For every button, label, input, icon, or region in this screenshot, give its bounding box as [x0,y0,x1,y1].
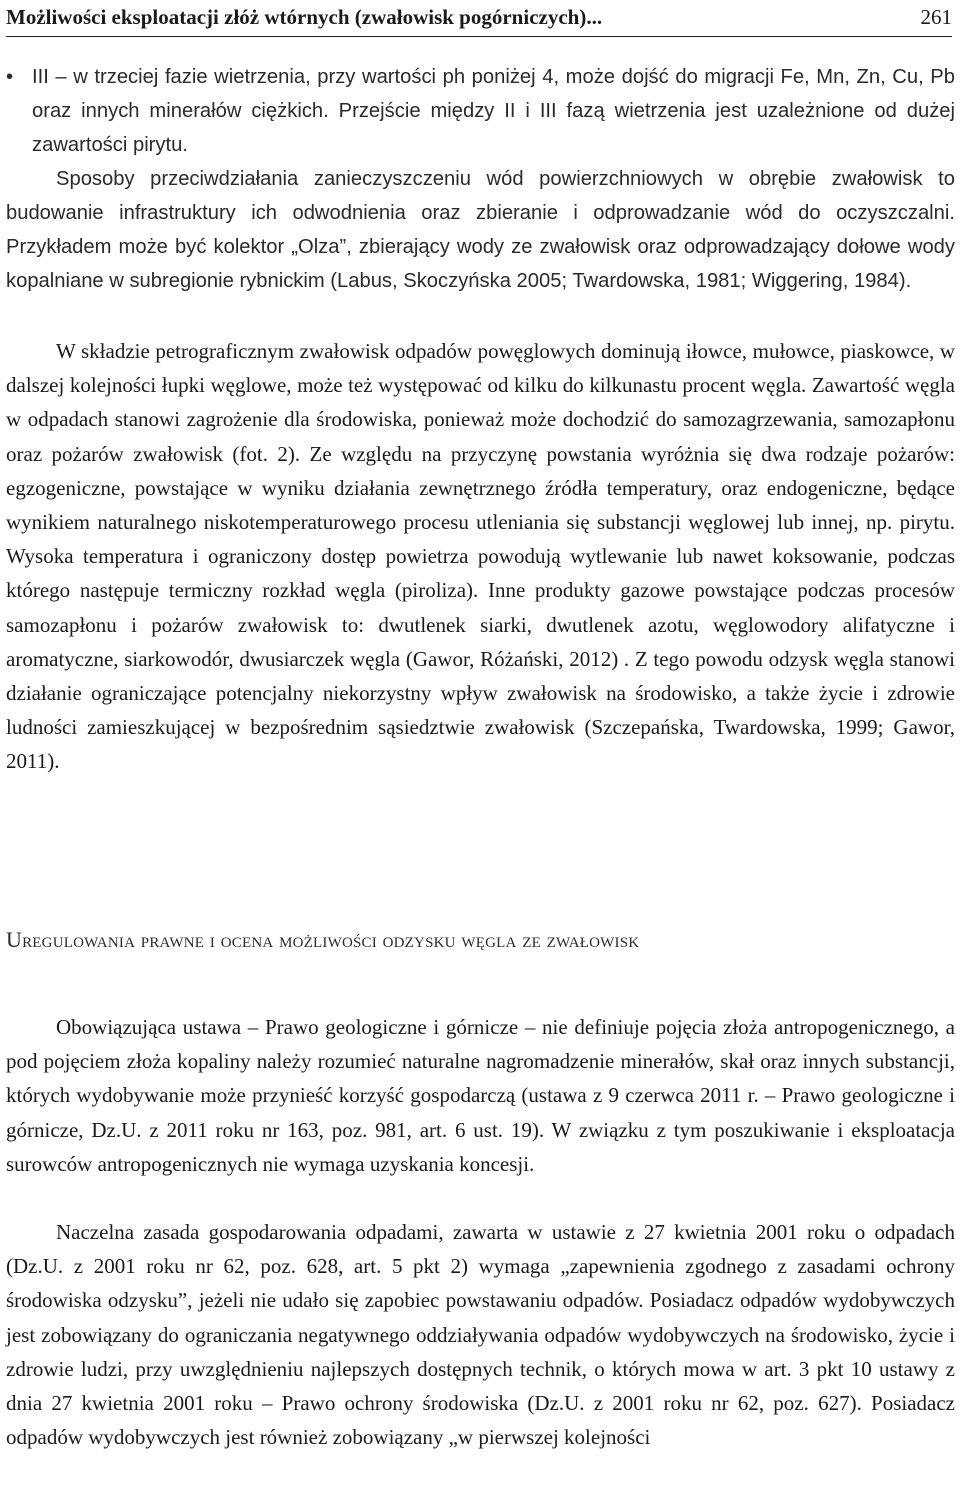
paragraph-text: Sposoby przeciwdziałania zanieczyszczeniu wód powierzchniowych w obrębie zwałowisk to budowanie infrastruktury ich odwodnienia oraz zbieranie i odprowadzanie wód do oczyszczalni. Przykładem może być kolektor „Olza”, zbierający wody ze zwałowisk oraz odprowadzający dołowe wody kopalniane w subregionie rybnickim (Labus, Skoczyńska 2005; Twardowska, 1981; Wiggering, 1984). [6,168,955,292]
bullet-mark: • [6,66,14,88]
running-header [6,2,952,37]
running-header-title: Możliwości eksploatacji złóż wtórnych (zwałowisk pogórniczych)... [6,5,603,29]
paragraph-text: W składzie petrograficznym zwałowisk odpadów powęglowych dominują iłowce, mułowce, piaskowce, w dalszej kolejności łupki węglowe, może też występować od kilku do kilkunastu procent węgla. Zawartość węgla w odpadach stanowi zagrożenie dla środowiska, ponieważ może dochodzić do samozagrzewania, samozapłonu oraz pożarów zwałowisk (fot. 2). Ze względu na przyczynę powstania wyróżnia się dwa rodzaje pożarów: egzogeniczne, powstające w wyniku działania zewnętrznego źródła temperatury, oraz endogeniczne, będące wynikiem naturalnego niskotemperaturowego procesu utleniania się substancji węglowej lub innej, np. pirytu. Wysoka temperatura i ograniczony dostęp powietrza powodują wytlewanie lub nawet koksowanie, podczas którego następuje termiczny rozkład węgla (piroliza). Inne produkty gazowe powstające podczas procesów samozapłonu i pożarów zwałowisk to: dwutlenek siarki, dwutlenek azotu, węglowodory alifatyczne i aromatyczne, siarkowodór, dwusiarczek węgla (Gawor, Różański, 2012) . Z tego powodu odzysk węgla stanowi działanie ograniczające potencjalny niekorzystny wpływ zwałowisk na środowisko, a także życie i zdrowie ludności zamieszkującej w bezpośrednim sąsiedztwie zwałowisk (Szczepańska, Twardowska, 1999; Gawor, 2011). [6,339,955,774]
bullet-text: III – w trzeciej fazie wietrzenia, przy wartości ph poniżej 4, może dojść do migracji Fe, Mn, Zn, Cu, Pb oraz innych minerałów ciężkich. Przejście między II i III fazą wietrzenia jest uzależnione od dużej zawartości pirytu. [32,66,955,156]
paragraph-petrographic-composition [6,334,955,779]
paragraph-text: Obowiązująca ustawa – Prawo geologiczne i górnicze – nie definiuje pojęcia złoża antropogenicznego, a pod pojęciem złoża kopaliny należy rozumieć naturalne nagromadzenie minerałów, skał oraz innych substancji, których wydobywanie może przynieść korzyść gospodarczą (ustawa z 9 czerwca 2011 r. – Prawo geologiczne i górnicze, Dz.U. z 2011 roku nr 163, poz. 981, art. 6 ust. 19). W związku z tym poszukiwanie i eksploatacja surowców antropogenicznych nie wymaga uzyskania koncesji. [6,1015,955,1176]
paragraph-pollution-prevention [6,162,955,298]
paragraph-geological-law [6,1010,955,1181]
bullet-list-item [6,60,955,162]
paragraph-waste-management [6,1215,955,1454]
page-number: 261 [920,5,952,29]
paragraph-text: Naczelna zasada gospodarowania odpadami, zawarta w ustawie z 27 kwietnia 2001 roku o odpadach (Dz.U. z 2001 roku nr 62, poz. 628, art. 5 pkt 2) wymaga „zapewnienia zgodnego z zasadami ochrony środowiska odzysku”, jeżeli nie udało się zapobiec powstawaniu odpadów. Posiadacz odpadów wydobywczych jest zobowiązany do ograniczania negatywnego oddziaływania odpadów wydobywczych na środowisko, życie i zdrowie ludzi, przy uwzględnieniu najlepszych dostępnych technik, o których mowa w art. 3 pkt 10 ustawy z dnia 27 kwietnia 2001 roku – Prawo ochrony środowiska (Dz.U. z 2001 roku nr 62, poz. 627). Posiadacz odpadów wydobywczych jest również zobowiązany „w pierwszej kolejności [6,1220,955,1450]
section-heading: Uregulowania prawne i ocena możliwości odzysku węgla ze zwałowisk [6,927,640,952]
